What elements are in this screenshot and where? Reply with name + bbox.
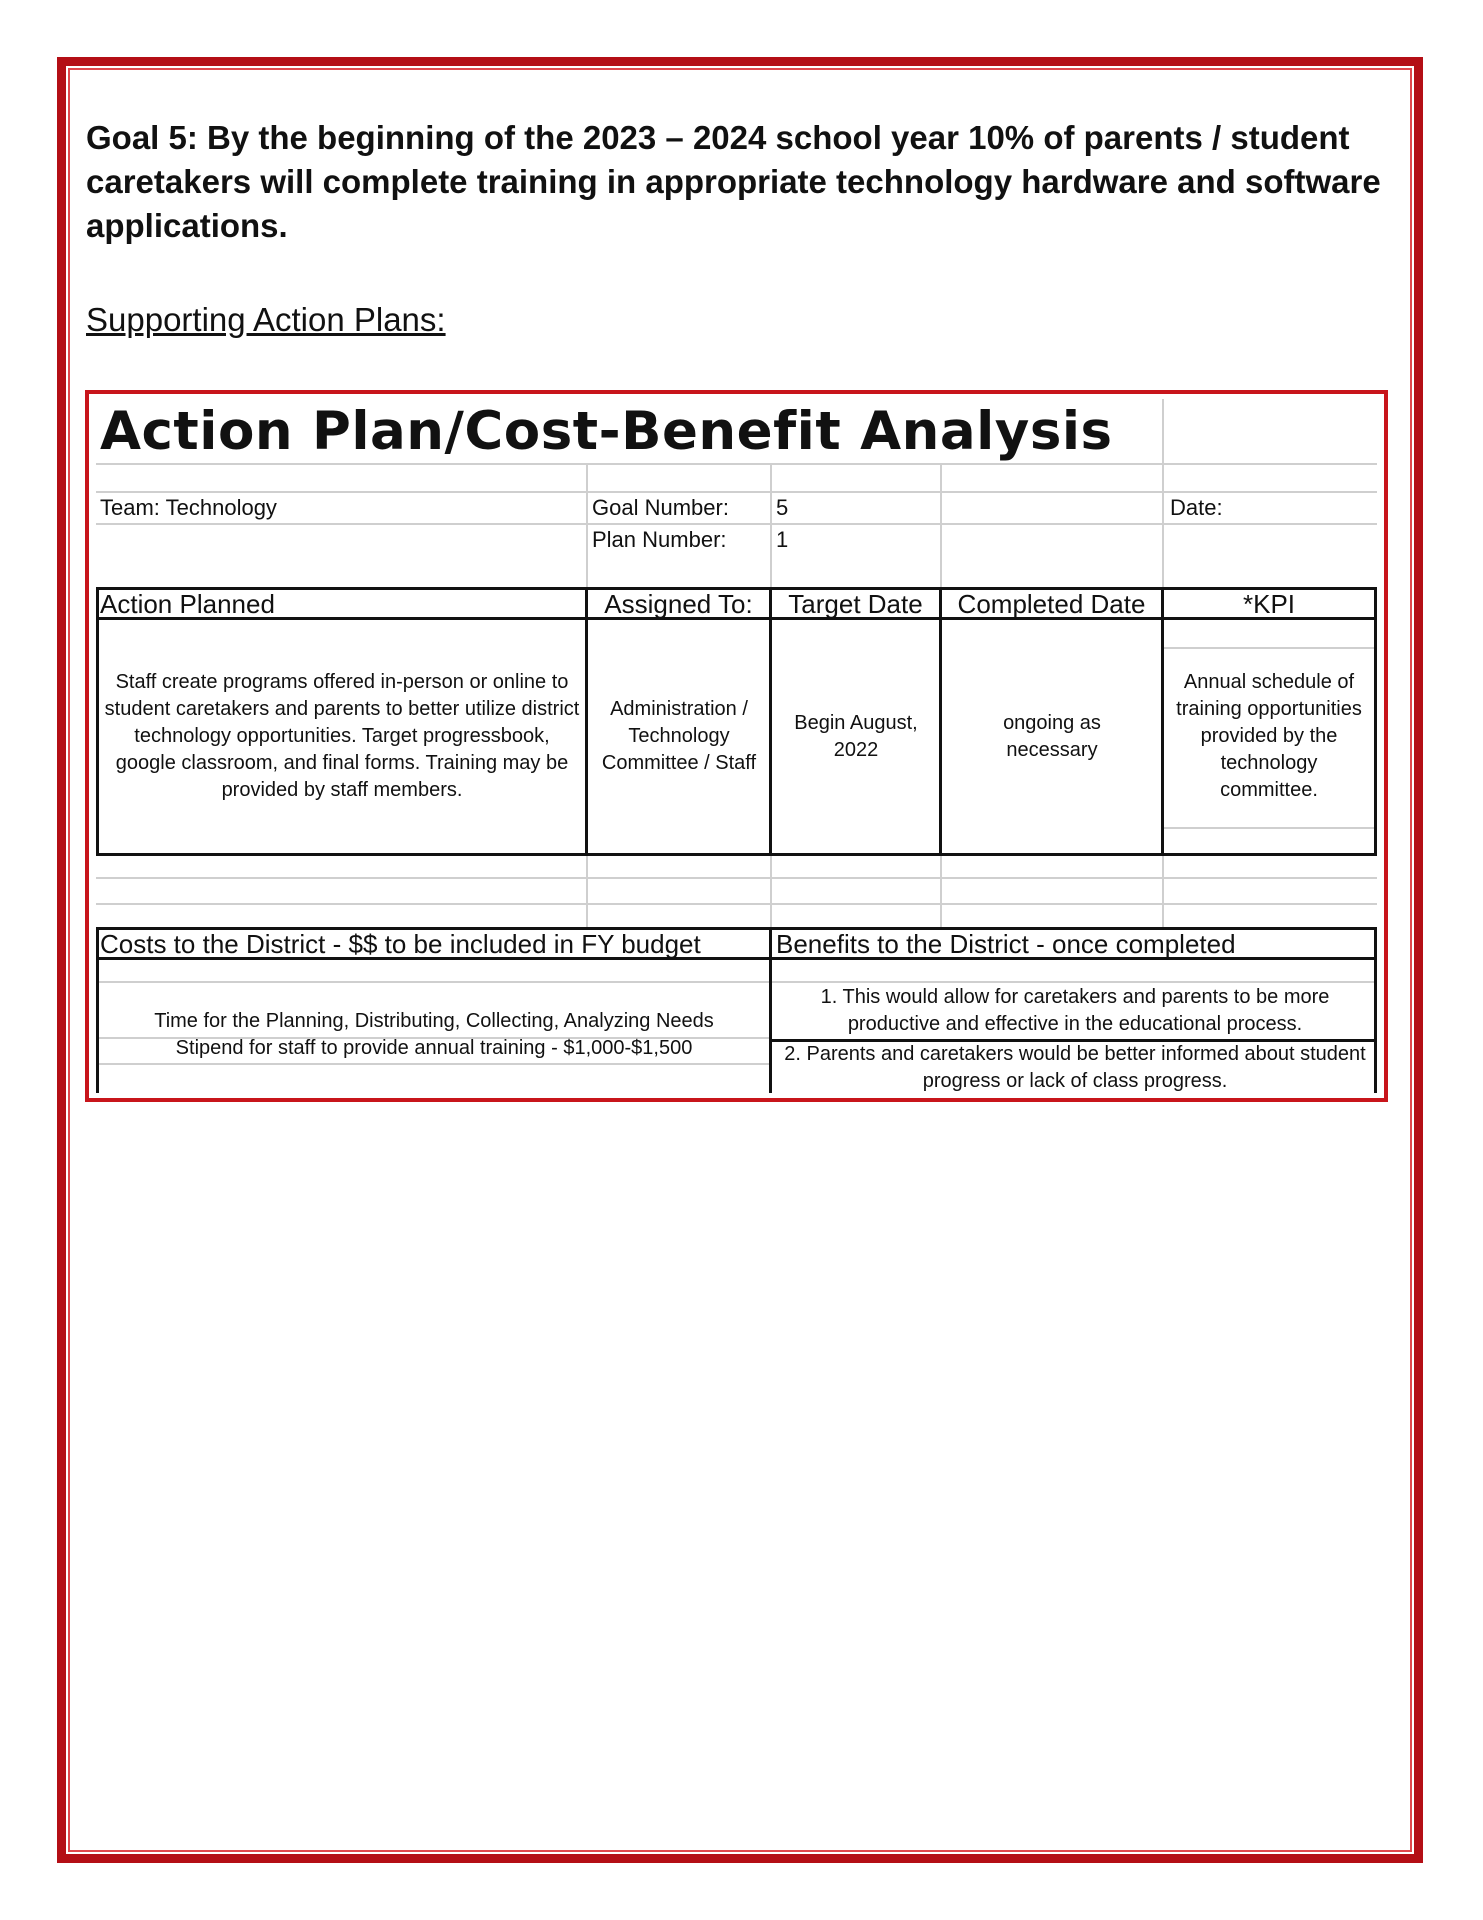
- kpi-cell: Annual schedule of training opportunities provided by the technology committee.: [1176, 671, 1362, 801]
- plan-number-label: Plan Number:: [592, 527, 727, 552]
- header-target-date: Target Date: [788, 589, 923, 617]
- goal-number-label: Goal Number:: [592, 495, 729, 520]
- action-plan-sheet: [85, 390, 1388, 1102]
- header-assigned-to: Assigned To:: [604, 589, 753, 617]
- cost-item: Stipend for staff to provide annual training - $1,000-$1,500: [175, 1037, 693, 1059]
- sheet-grid: [96, 399, 1377, 1093]
- benefit-item: 1. This would allow for caretakers and parents to be more productive and effective in the educational process.: [820, 986, 1330, 1035]
- benefits-header: Benefits to the District - once completed: [776, 929, 1236, 957]
- goal-number-value: 5: [776, 495, 789, 520]
- benefit-item: 2. Parents and caretakers would be better informed about student progress or lack of class progress.: [784, 1043, 1366, 1092]
- completed-date-cell: ongoing as necessary: [1003, 711, 1101, 761]
- costs-header: Costs to the District - $$ to be included in FY budget: [100, 929, 701, 957]
- header-kpi: *KPI: [1242, 589, 1296, 617]
- date-label: Date:: [1170, 495, 1223, 520]
- sheet-title: Action Plan/Cost-Benefit Analysis: [100, 401, 1113, 462]
- assigned-to-cell: Administration / Technology Committee / Staff: [601, 698, 757, 774]
- target-date-cell: Begin August, 2022: [794, 711, 918, 761]
- cost-item: Time for the Planning, Distributing, Collecting, Analyzing Needs: [154, 1010, 714, 1032]
- action-planned-cell: Staff create programs offered in-person or online to student caretakers and parents to better utilize district technology opportunities. Target progressbook, google classroom, and final forms. Training may be provided by staff members.: [104, 671, 580, 801]
- plan-number-value: 1: [776, 527, 789, 552]
- header-action-planned: Action Planned: [100, 589, 275, 617]
- goal-statement: Goal 5: By the beginning of the 2023 – 2024 school year 10% of parents / student caretakers will complete training in appropriate technology hardware and software applications.: [86, 119, 1381, 244]
- header-completed-date: Completed Date: [957, 589, 1146, 617]
- team-label: Team: Technology: [100, 495, 277, 520]
- supporting-heading: Supporting Action Plans:: [86, 301, 446, 338]
